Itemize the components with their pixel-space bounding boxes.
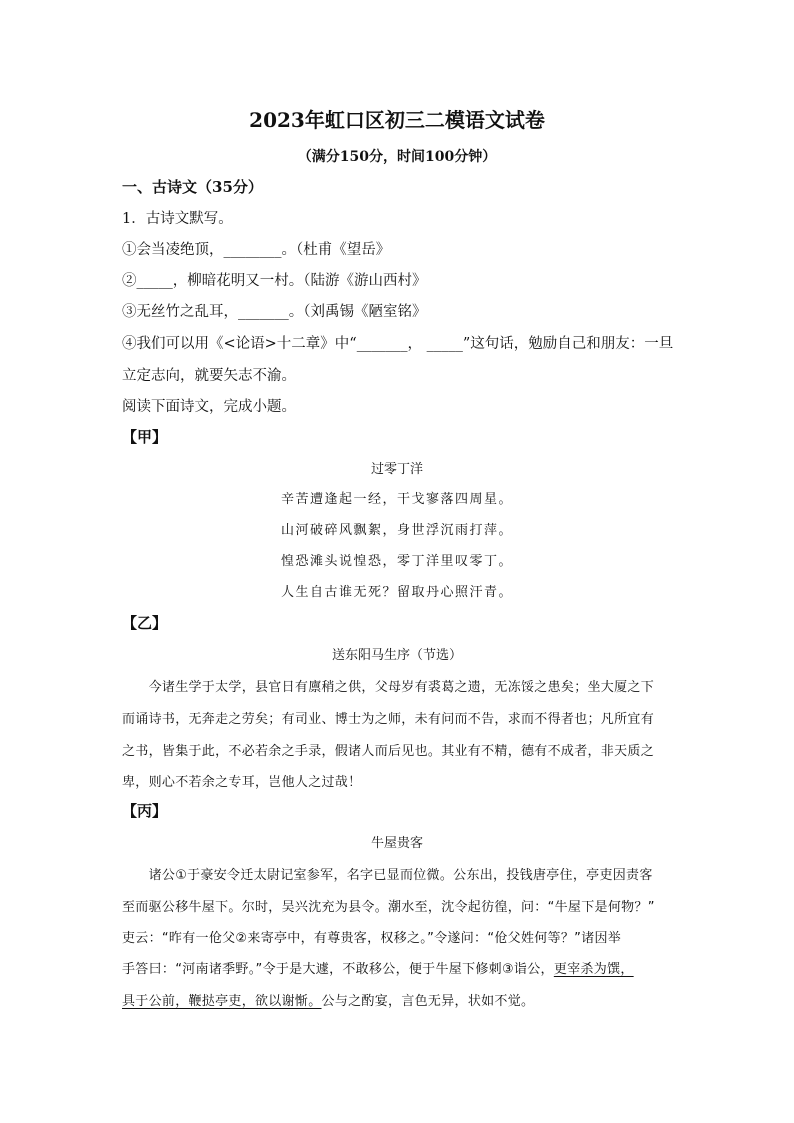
dictation-item-4: ④我们可以用《<论语>十二章》中“_______， _____”这句话，勉励自己和朋友：一旦 <box>122 336 674 352</box>
prose-2-line: 之书，皆集于此，不必若余之手录，假诸人而后见也。其业有不精，德有不成者，非天质之 <box>122 744 655 759</box>
section-heading: 一、古诗文（35分） <box>122 178 263 196</box>
label-bing: 【丙】 <box>122 802 168 820</box>
prose-3-line: 诸公①于豪安令迁太尉记室参军，名字已显而位微。公东出，投钱唐亭住，亭吏因责客 <box>122 868 653 883</box>
prose-3-line <box>122 958 682 977</box>
poem-line: 人生自古谁无死？留取丹心照汗青。 <box>280 585 513 600</box>
prose-3-line <box>122 990 682 1009</box>
poem-line: 辛苦遭逢起一经，干戈寥落四周星。 <box>280 492 513 507</box>
reading-instruction: 阅读下面诗文，完成小题。 <box>122 399 296 415</box>
underlined-sentence: 具于公前，鞭挞亭吏，欲以谢惭。 <box>122 994 322 1009</box>
prose-3-title: 牛屋贵客 <box>370 836 423 851</box>
prose-2-line: 今诸生学于太学，县官日有廪稍之供，父母岁有裘葛之遗，无冻馁之患矣；坐大厦之下 <box>122 680 655 695</box>
underlined-sentence: 更宰杀为馔， <box>553 962 634 977</box>
prose-3-line-text: 手答曰：“河南诸季野。”令于是大遽，不敢移公，便于牛屋下修刺③诣公， <box>122 962 554 977</box>
prose-3-line: 至而驱公移牛屋下。尔时，吴兴沈充为县令。潮水至，沈令起彷徨，问：“牛屋下是何物？” <box>122 900 655 915</box>
dictation-item-1: ①会当凌绝顶，________。（杜甫《望岳》 <box>122 242 391 258</box>
poem-line: 山河破碎风飘絮，身世浮沉雨打萍。 <box>280 523 513 538</box>
label-yi: 【乙】 <box>122 614 168 632</box>
question-1: 1．古诗文默写。 <box>122 211 233 227</box>
page-subtitle: （满分150分，时间100分钟） <box>297 149 497 165</box>
prose-2-line: 而诵诗书，无奔走之劳矣；有司业、博士为之师，未有问而不告，求而不得者也；凡所宜有 <box>122 712 655 727</box>
poem-title: 过零丁洋 <box>370 462 423 477</box>
dictation-item-4-cont: 立定志向，就要矢志不渝。 <box>122 368 296 384</box>
dictation-item-3: ③无丝竹之乱耳，_______。（刘禹锡《陋室铭》 <box>122 304 427 320</box>
poem-line: 惶恐滩头说惶恐，零丁洋里叹零丁。 <box>280 554 513 569</box>
prose-2-line: 卑，则心不若余之专耳，岂他人之过哉！ <box>122 775 362 790</box>
prose-3-line: 吏云：“昨有一伧父②来寄亭中，有尊贵客，权移之。”令遂问：“伧父姓何等？”诸因举 <box>122 931 622 946</box>
dictation-item-2: ②_____，柳暗花明又一村。（陆游《游山西村》 <box>122 273 427 289</box>
prose-3-line-text: 公与之酌宴，言色无异，状如不觉。 <box>321 994 535 1009</box>
page-title: 2023年虹口区初三二模语文试卷 <box>249 108 545 132</box>
label-jia: 【甲】 <box>122 428 168 446</box>
prose-2-title: 送东阳马生序（节选） <box>331 648 462 663</box>
